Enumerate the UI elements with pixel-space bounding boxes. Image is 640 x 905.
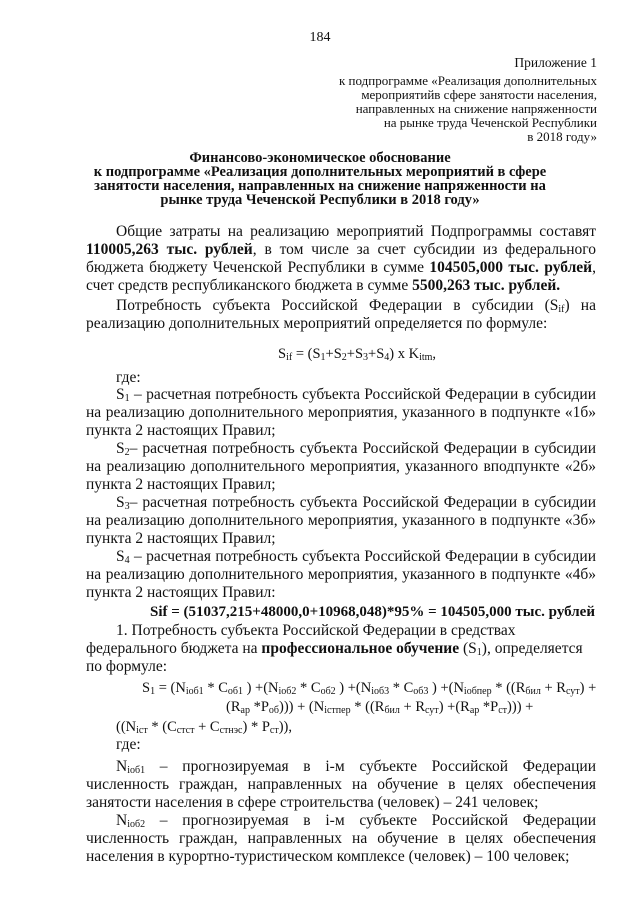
- definition-line: пункта 2 настоящих Правил;: [86, 476, 276, 493]
- where-label: где:: [116, 736, 141, 753]
- professional-training: профессиональное обучение: [261, 640, 460, 657]
- appendix-line: в 2018 году»: [527, 129, 597, 144]
- s1-formula-line: ($R_{ар}$ $*P_{об}))) + (N_{iстпер} * ((R_{бил} + R_{сут}) +(R_{ар}$ $*P_{ст}$))) +: [226, 699, 534, 716]
- definition-line: численность граждан, направленных на обучение в целях обеспечения: [86, 830, 596, 847]
- paragraph-line: федерального бюджета на профессиональное обучение $(S_1)$, определяется: [86, 640, 583, 658]
- paragraph-line: Общие затраты на реализацию мероприятий Подпрограммы составят: [116, 223, 596, 240]
- definition-line: на реализацию дополнительного мероприятия, указанного вподпункте «2б»: [86, 458, 596, 475]
- appendix-line: к подпрограмме «Реализация дополнительных: [338, 73, 597, 88]
- main-formula: $S_{if} = (S_1+S_2+S_3+S_4)$ x $K_{itm}$,: [278, 346, 437, 363]
- sif-formula: Sif = (51037,215+48000,0+10968,048)*95% = 104505,000 тыс. рублей: [150, 604, 595, 620]
- definition-line: пункта 2 настоящих Правил:: [86, 584, 276, 601]
- appendix-line: мероприятийв сфере занятости населения,: [361, 87, 597, 102]
- total-amount: 110005,263 тыс. рублей: [86, 241, 253, 258]
- where-label: где:: [116, 369, 141, 386]
- document-title-line: к подпрограмме «Реализация дополнительных мероприятий в сфере: [93, 164, 547, 180]
- definition-line: занятости населения в сфере строительства (человек) – 241 человек;: [86, 794, 539, 811]
- document-title-line: занятости населения, направленных на снижение напряженности на: [94, 178, 546, 194]
- paragraph-line: счет средств республиканского бюджета в сумме 5500,263 тыс. рублей.: [86, 277, 561, 294]
- definition-line: на реализацию дополнительного мероприятия, указанного в подпункте «1б»: [86, 404, 596, 421]
- definition-line: $S_1$ – расчетная потребность субъекта Российской Федерации в субсидии: [116, 386, 596, 404]
- definition-line: пункта 2 настоящих Правил;: [86, 530, 276, 547]
- appendix-line: направленных на снижение напряженности: [355, 101, 597, 116]
- definition-line: пункта 2 настоящих Правил;: [86, 422, 276, 439]
- s1-formula-line: $((N_{iст} * (C_{стст} + C_{стнэс}) * P_{ст}))$,: [116, 719, 292, 736]
- definition-line: $N_{iоб2}$ – прогнозируемая в i-м субъекте Российской Федерации: [116, 812, 596, 830]
- paragraph-line: реализацию дополнительных мероприятий определяется по формуле:: [86, 315, 548, 332]
- paragraph-line: Потребность субъекта Российской Федерации в субсидии $(S_{if})$ на: [116, 297, 596, 315]
- paragraph-line: бюджета бюджету Чеченской Республики в сумме 104505,000 тыс. рублей,: [86, 259, 596, 276]
- document-title-line: рынке труда Чеченской Республики в 2018 году»: [160, 192, 480, 208]
- appendix-line: на рынке труда Чеченской Республики: [383, 115, 597, 130]
- document-title-line: Финансово-экономическое обоснование: [189, 150, 451, 166]
- regional-amount: 5500,263 тыс. рублей.: [412, 277, 561, 294]
- s1-formula-line: $S_1 = (N_{iоб1} * C_{об1}$ ) $+(N_{iоб2} * C_{об2}$ ) $+(N_{iоб3} * C_{об3}$ ) $+(N_{iобпер} * ((R_{бил} + R_{сут})$ +: [142, 680, 597, 697]
- appendix-label: Приложение 1: [514, 55, 597, 70]
- page-number: 184: [309, 30, 331, 45]
- definition-line: $S_3-$ расчетная потребность субъекта Российской Федерации в субсидии: [116, 494, 596, 512]
- federal-amount: 104505,000 тыс. рублей: [429, 259, 593, 276]
- definition-line: $S_4$ – расчетная потребность субъекта Российской Федерации в субсидии: [116, 548, 596, 566]
- paragraph-line: 110005,263 тыс. рублей, в том числе за счет субсидии из федерального: [86, 241, 596, 258]
- definition-line: на реализацию дополнительного мероприятия, указанного в подпункте «3б»: [86, 512, 596, 529]
- definition-line: населения в курортно-туристическом комплексе (человек) – 100 человек;: [86, 848, 570, 865]
- paragraph-line: 1. Потребность субъекта Российской Федерации в средствах: [116, 622, 516, 639]
- paragraph-line: по формуле:: [86, 658, 168, 675]
- definition-line: на реализацию дополнительного мероприятия, указанного в подпункте «4б»: [86, 566, 596, 583]
- definition-line: $N_{iоб1}$ – прогнозируемая в i-м субъекте Российской Федерации: [116, 758, 596, 776]
- definition-line: численность граждан, направленных на обучение в целях обеспечения: [86, 776, 596, 793]
- definition-line: $S_2-$ расчетная потребность субъекта Российской Федерации в субсидии: [116, 440, 596, 458]
